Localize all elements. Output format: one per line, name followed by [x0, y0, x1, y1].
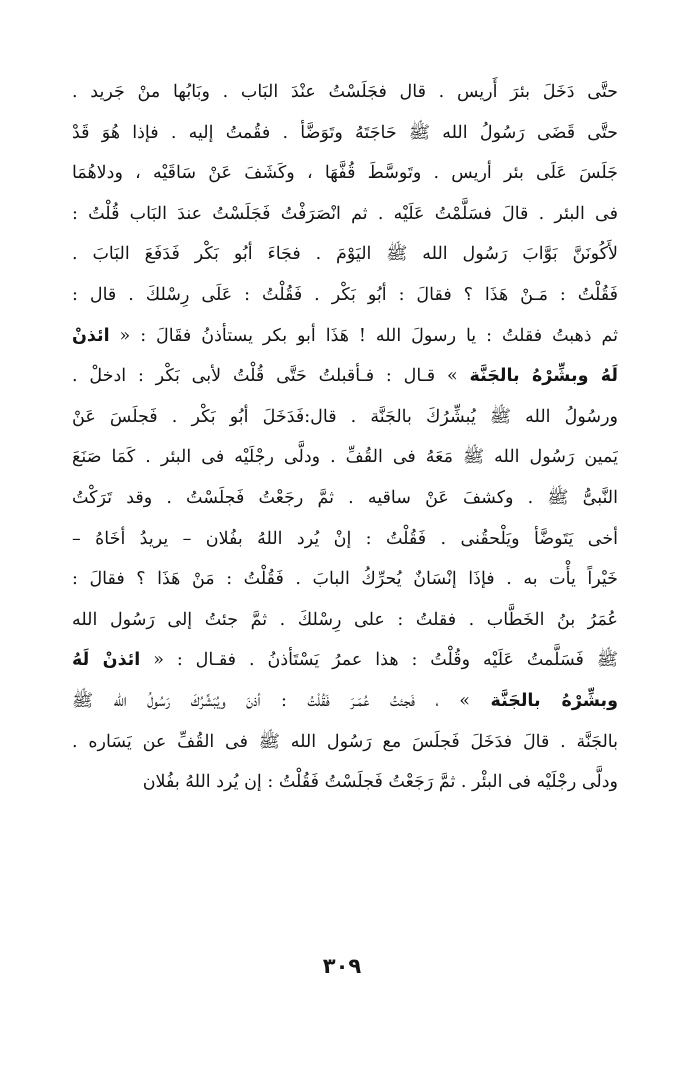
text-line [72, 478, 618, 519]
bold-text-segment: ائذنْ لَهُ [72, 650, 141, 671]
text-line [72, 762, 618, 803]
text-line [72, 356, 618, 397]
text-segment: فى البئر . قالَ فسَلَّمْتُ عَلَيْه . ثم انْصَرَفْتُ فَجَلَسْتُ عندَ البَاب قُلْتُ : [72, 203, 618, 224]
text-line [72, 681, 618, 722]
bold-text-segment: لَهُ وبشِّرْهُ بالجَنَّة [469, 366, 618, 387]
text-segment: عُمَرُ بنُ الخَطَّاب . فقلتُ : على رِسْلكَ . ثمَّ جئتُ إلى رَسُول الله [72, 609, 618, 630]
text-segment: ﷺ فَسَلَّمتُ عَلَيْه وقُلْتُ : هذا عمرُ يَسْتَأذنُ . فقـال : « [140, 650, 618, 671]
text-segment: ودلَّى رجْلَيْه فى البئْر . ثمَّ رَجَعْتُ فَجلَسْتُ فَقُلْتُ : إن يُرد اللهُ بفُلان [142, 772, 618, 793]
text-segment: حتَّى دَخَلَ بئرَ أَريس . قال فجَلَسْتُ عنْدَ البَاب . وبَابُها منْ جَريد . [72, 82, 618, 102]
text-segment: بالجَنَّة . قالَ فدَخَلَ فَجلَسَ مع رَسُول الله ﷺ فى القُفِّ عن يَسَاره . [72, 731, 618, 752]
text-line [72, 397, 618, 438]
text-line [72, 72, 618, 113]
text-line [72, 316, 618, 357]
text-segment: لأَكُونَنَّ بَوَّابَ رَسُول الله ﷺ اليَوْمَ . فجَاءَ أبُو بَكْر فَدَفَعَ البَابَ . [72, 244, 618, 265]
text-line [72, 153, 618, 194]
text-line [72, 275, 618, 316]
bold-text-segment: وبشِّرْهُ بالجَنَّة [490, 690, 618, 711]
text-segment: يَمين رَسُول الله ﷺ مَعَهُ فى القُفِّ . ودلَّى رجْلَيْه فى البئر . كَمَا صَنَعَ [72, 447, 618, 468]
body-text [72, 72, 618, 803]
text-segment: أخى يَتَوضَّأ ويَلْحقُنى . فَقُلْتُ : إنْ يُرد اللهُ بفُلان – يريدُ أخَاهُ – [72, 528, 618, 549]
bold-text-segment: ائذنْ [72, 325, 110, 346]
text-line [72, 640, 618, 681]
text-line [72, 519, 618, 560]
text-segment: خَيْراً يأْت به . فإذَا إنْسَانٌ يُحرِّكُ البابَ . فَقُلْتُ : مَنْ هَذَا ؟ فقالَ : [72, 569, 618, 590]
text-segment: ورسُولُ الله ﷺ يُبشِّرُكَ بالجَنَّة . قال:فَدَخَلَ أبُو بَكْر . فَجلَسَ عَنْ [72, 406, 618, 427]
text-segment: ثم ذهبتُ فقلتُ : يا رسولَ الله ! هَذَا أبو بكر يستأذنُ فقَالَ : « [109, 325, 618, 346]
text-segment: » قـال : فـأقبلتُ حَتَّى قُلْتُ لأبى بَكْر : ادخلْ . [72, 366, 470, 387]
text-segment: » ، فَجئتُ عُمَـرَ فَقُلْتُ : أذنَ ويُبَشِّرُكَ رَسُولُ الله ﷺ [72, 690, 491, 711]
text-line [72, 194, 618, 235]
text-line [72, 234, 618, 275]
text-segment: فَقُلْتُ : مَـنْ هَذَا ؟ فقالَ : أبُو بَكْر . فَقُلْتُ : عَلَى رِسْلكَ . قال : [72, 284, 618, 305]
text-line [72, 113, 618, 154]
text-line [72, 722, 618, 763]
text-segment: جَلَسَ عَلَى بئر أريس . وتَوسَّطَ قُفَّهَا ، وكَشَفَ عَنْ سَاقَيْه ، ودلاهُمَا [72, 163, 618, 184]
text-segment: النَّبىُّ ﷺ . وكشفَ عَنْ ساقيه . ثمَّ رجَعْتُ فَجلَسْتُ . وقد تَرَكْتُ [72, 487, 618, 508]
text-line [72, 559, 618, 600]
text-line [72, 600, 618, 641]
text-segment: حتَّى قَضَى رَسُولُ الله ﷺ حَاجَتَهُ وتَوَضَّأ . فقُمتُ إليه . فإذا هُوَ قَدْ [72, 122, 618, 143]
text-line [72, 437, 618, 478]
page-number: ٣٠٩ [322, 954, 362, 978]
